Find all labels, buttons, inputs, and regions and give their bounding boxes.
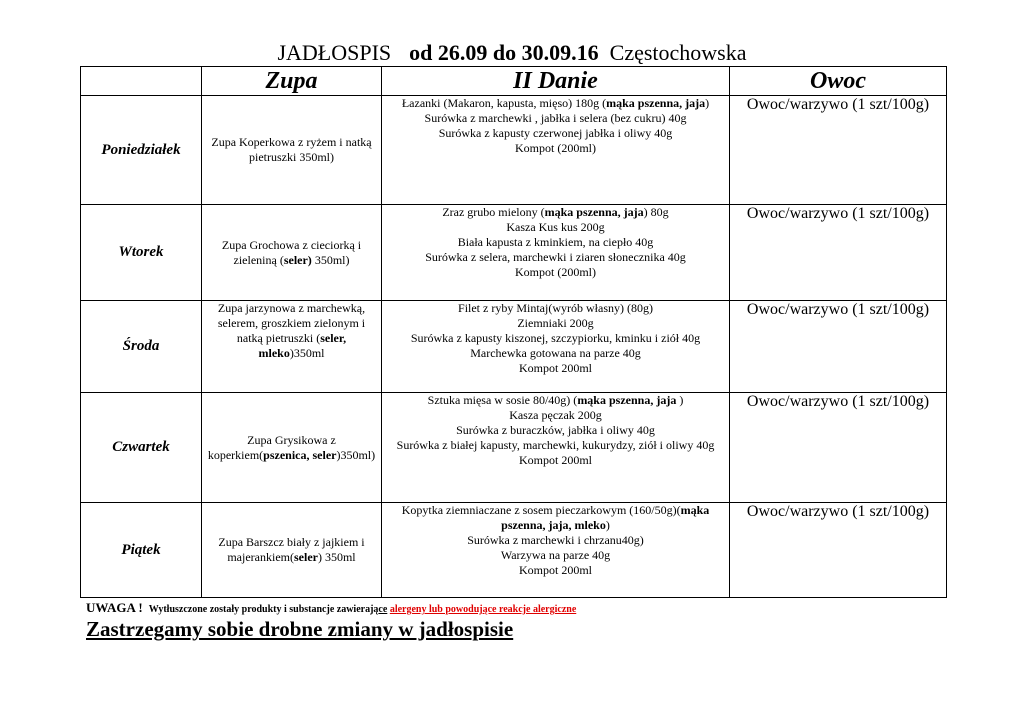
menu-row bbox=[81, 96, 947, 205]
menu-table bbox=[80, 66, 947, 598]
soup-cell: Zupa Barszcz biały z jajkiem i majerankiem(seler) 350ml bbox=[202, 503, 382, 598]
main-course-line: Warzywa na parze 40g bbox=[500, 548, 611, 562]
main-course-line: Surówka z kapusty kiszonej, szczypiorku, kminku i ziół 40g bbox=[410, 331, 701, 345]
main-course-line: Kompot 200ml bbox=[518, 453, 592, 467]
main-course-cell bbox=[382, 205, 730, 301]
footer-disclaimer: Zastrzegamy sobie drobne zmiany w jadłospisie bbox=[86, 617, 514, 641]
main-course-line: Łazanki (Makaron, kapusta, mięso) 180g (mąka pszenna, jaja) bbox=[401, 96, 710, 110]
title-date-range: od 26.09 do 30.09.16 bbox=[409, 40, 599, 65]
note-allergens: alergeny lub powodujące reakcje alergiczne bbox=[389, 604, 577, 615]
header-row bbox=[81, 67, 947, 96]
fruit-cell: Owoc/warzywo (1 szt/100g) bbox=[730, 96, 947, 205]
main-course-line: Surówka z marchewki i chrzanu40g) bbox=[467, 533, 644, 547]
menu-body bbox=[81, 96, 947, 598]
main-course-line: Kompot (200ml) bbox=[515, 265, 596, 279]
day-cell: Wtorek bbox=[81, 205, 202, 301]
header-zupa: Zupa bbox=[202, 67, 382, 96]
header-empty bbox=[81, 67, 202, 96]
header-danie: II Danie bbox=[382, 67, 730, 96]
main-course-cell bbox=[382, 96, 730, 205]
main-course-line: Sztuka mięsa w sosie 80/40g) (mąka pszenna, jaja ) bbox=[427, 393, 684, 407]
main-course-line: Kompot 200ml bbox=[518, 361, 592, 375]
soup-cell: Zupa Koperkowa z ryżem i natką pietruszki 350ml) bbox=[202, 96, 382, 205]
title-main: JADŁOSPIS bbox=[277, 40, 392, 65]
main-course-line: Biała kapusta z kminkiem, na ciepło 40g bbox=[457, 235, 654, 249]
main-course-line: Surówka z selera, marchewki i ziaren słonecznika 40g bbox=[425, 250, 686, 264]
soup-cell: Zupa jarzynowa z marchewką, selerem, groszkiem zielonym i natką pietruszki (seler, mleko)350ml bbox=[202, 301, 382, 393]
main-course-line: Kompot 200ml bbox=[518, 563, 592, 577]
menu-row bbox=[81, 393, 947, 503]
main-course-line: Surówka z buraczków, jabłka i oliwy 40g bbox=[456, 423, 655, 437]
main-course-line: Kasza pęczak 200g bbox=[509, 408, 602, 422]
main-course-line: Surówka z marchewki , jabłka i selera (bez cukru) 40g bbox=[424, 111, 687, 125]
note-label: UWAGA ! bbox=[86, 600, 143, 615]
main-course-line: Ziemniaki 200g bbox=[517, 316, 594, 330]
note-text: Wytłuszczone zostały produkty i substancje zawierające alergeny lub powodujące reakcje alergiczne bbox=[148, 604, 577, 615]
menu-row bbox=[81, 503, 947, 598]
fruit-cell: Owoc/warzywo (1 szt/100g) bbox=[730, 503, 947, 598]
fruit-cell: Owoc/warzywo (1 szt/100g) bbox=[730, 205, 947, 301]
day-cell: Poniedziałek bbox=[81, 96, 202, 205]
day-cell: Środa bbox=[81, 301, 202, 393]
main-course-line: Filet z ryby Mintaj(wyrób własny) (80g) bbox=[458, 301, 653, 315]
main-course-line: Kompot (200ml) bbox=[515, 141, 596, 155]
allergen-note bbox=[86, 600, 576, 616]
soup-cell: Zupa Grochowa z cieciorką i zieleniną (seler) 350ml) bbox=[202, 205, 382, 301]
menu-row bbox=[81, 205, 947, 301]
day-cell: Piątek bbox=[81, 503, 202, 598]
fruit-cell: Owoc/warzywo (1 szt/100g) bbox=[730, 393, 947, 503]
main-course-line: Surówka z białej kapusty, marchewki, kukurydzy, ziół i oliwy 40g bbox=[396, 438, 715, 452]
main-course-line: Kasza Kus kus 200g bbox=[506, 220, 605, 234]
main-course-line: Zraz grubo mielony (mąka pszenna, jaja) 80g bbox=[442, 205, 669, 219]
main-course-line: Surówka z kapusty czerwonej jabłka i oliwy 40g bbox=[438, 126, 673, 140]
main-course-cell bbox=[382, 301, 730, 393]
main-course-cell bbox=[382, 503, 730, 598]
day-cell: Czwartek bbox=[81, 393, 202, 503]
header-owoc: Owoc bbox=[730, 67, 947, 96]
fruit-cell: Owoc/warzywo (1 szt/100g) bbox=[730, 301, 947, 393]
main-course-line: Kopytka ziemniaczane z sosem pieczarkowym (160/50g)(mąka pszenna, jaja, mleko) bbox=[401, 503, 710, 532]
menu-title bbox=[0, 40, 1024, 66]
main-course-cell bbox=[382, 393, 730, 503]
menu-row bbox=[81, 301, 947, 393]
soup-cell: Zupa Grysikowa z koperkiem(pszenica, seler)350ml) bbox=[202, 393, 382, 503]
main-course-line: Marchewka gotowana na parze 40g bbox=[470, 346, 641, 360]
title-place: Częstochowska bbox=[609, 40, 747, 65]
